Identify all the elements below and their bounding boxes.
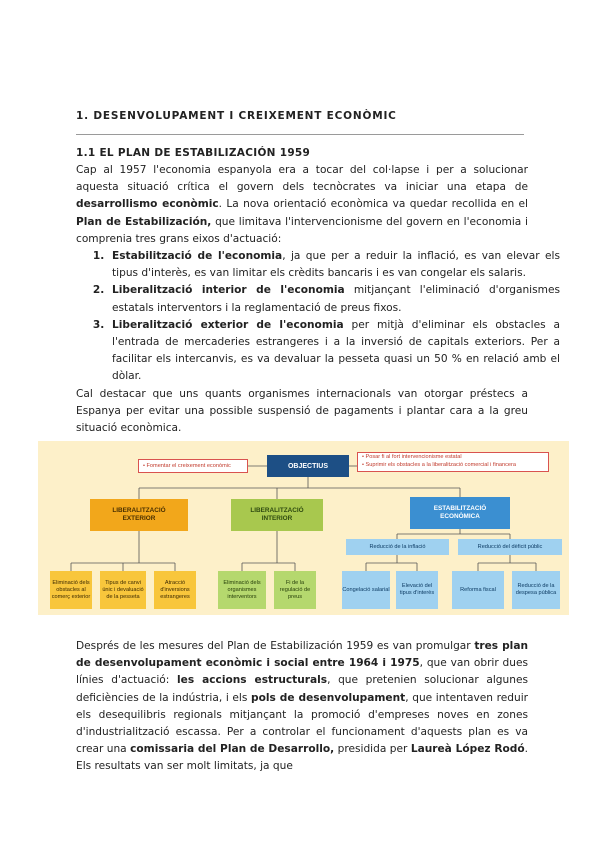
branch-label-line: EXTERIOR	[122, 515, 156, 522]
objectives-diagram	[38, 441, 569, 615]
branch-label-line: LIBERALITZACIÓ	[112, 507, 166, 514]
closing-bold-5: Laureà López Rodó	[410, 743, 525, 756]
note-right-line-1: • Posar fi al fort intervencionisme estatal	[362, 454, 462, 460]
leaf-intervention-bodies: Eliminació dels organismes interventors	[218, 571, 266, 609]
goal-item	[108, 282, 560, 316]
goal-text: mitjançant l'eliminació d'organismes estatals interventors i la reglamentació de preus fixos.	[112, 284, 560, 314]
subsection-title: 1.1 EL PLAN DE ESTABILIZACIÓN 1959	[76, 147, 311, 159]
goal-text: per mitjà d'eliminar els obstacles a l'entrada de mercaderies estrangeres i a la inversió de capitals exteriors. Per a facilitar els intercanvis, es va devaluar la pesseta quasi un 50 % en relació amb el dòlar.	[112, 318, 560, 383]
closing-paragraph	[76, 638, 528, 776]
leaf-tax-reform: Reforma fiscal	[452, 571, 504, 609]
goals-list	[76, 248, 560, 386]
closing-text-5: presidida per	[334, 743, 411, 756]
intro-bold-2: Plan de Estabilización,	[76, 215, 212, 228]
intro-text-3: que limitava l'intervencionisme del govern en l'economia i comprenia tres grans eixos d'actuació:	[76, 215, 528, 245]
leaf-public-spending: Reducció de la despesa pública	[512, 571, 560, 609]
goal-item	[108, 317, 560, 386]
leaf-wage-freeze: Congelació salarial	[342, 571, 390, 609]
goal-title: Liberalització exterior de l'economia	[112, 318, 344, 331]
leaf-interest-rate: Elevació del tipus d'interès	[396, 571, 438, 609]
branch-label-line: ECONÒMICA	[440, 513, 480, 520]
leaf-price-regulation: Fi de la regulació de preus	[274, 571, 316, 609]
closing-bold-2: les accions estructurals	[177, 674, 328, 687]
after-list-paragraph: Cal destacar que uns quants organismes internacionals van otorgar préstecs a Espanya per evitar una possible suspensió de pagaments i plantar cara a la greu situació econòmica.	[76, 388, 528, 435]
divider	[76, 134, 524, 135]
closing-bold-1: tres plan de desenvolupament econòmic i social entre 1964 i 1975	[76, 640, 529, 670]
goal-title: Estabilització de l'economia	[112, 250, 283, 262]
intro-paragraph	[76, 162, 528, 248]
leaf-trade-obstacles: Eliminació dels obstacles al comerç exterior	[50, 571, 92, 609]
objectives-box: OBJECTIUS	[267, 455, 349, 477]
leaf-exchange-rate: Tipus de canvi únic i devaluació de la pesseta	[100, 571, 146, 609]
branch-label-line: LIBERALITZACIÓ	[250, 507, 304, 514]
branch-label-line: ESTABILITZACIÓ	[433, 505, 487, 512]
branch-external-liberalization	[90, 499, 188, 531]
note-right	[357, 452, 549, 472]
closing-text-4: , que intentaven reduir els desequilibris regionals mitjançant la promoció d'empreses noves en zones d'industrialització escassa. Per a controlar el funcionament d'aquests plan es va crear una	[76, 691, 528, 756]
closing-text-6: . Els resultats van ser molt limitats, ja que	[76, 743, 528, 773]
branch-economic-stabilization	[410, 497, 510, 529]
goal-text: , ja que per a reduir la inflació, es van elevar els tipus d'interès, es van limitar els crèdits bancaris i es van congelar els salaris.	[112, 250, 561, 280]
goal-title: Liberalització interior de l'economia	[112, 284, 345, 297]
sub-inflation-reduction: Reducció de la inflació	[346, 539, 449, 555]
intro-bold-1: desarrollismo econòmic	[76, 198, 219, 211]
intro-text-1: Cap al 1957 l'economia espanyola era a tocar del col·lapse i per a solucionar aquesta situació crítica el govern dels tecnòcrates va iniciar una etapa de	[76, 164, 528, 194]
goal-item	[108, 248, 560, 282]
intro-text-2: . La nova orientació econòmica va quedar recollida en el	[218, 198, 528, 211]
closing-bold-4: comissaria del Plan de Desarrollo,	[130, 743, 335, 756]
closing-text-1: Després de les mesures del Plan de Estabilización 1959 es van promulgar	[76, 640, 475, 652]
closing-text-2: , que van obrir dues línies d'actuació:	[76, 657, 529, 687]
closing-text-3: , que pretenien solucionar algunes deficiències de la indústria, i els	[76, 674, 528, 704]
sub-deficit-reduction: Reducció del dèficit públic	[458, 539, 562, 555]
branch-label-line: INTERIOR	[261, 515, 293, 522]
branch-internal-liberalization	[231, 499, 323, 531]
leaf-foreign-investment: Atracció d'inversions estrangeres	[154, 571, 196, 609]
section-title: 1. DESENVOLUPAMENT I CREIXEMENT ECONÒMIC	[76, 110, 397, 122]
closing-bold-3: pols de desenvolupament	[251, 691, 406, 704]
note-left: • Fomentar el creixement econòmic	[138, 459, 248, 473]
note-right-line-2: • Suprimir els obstacles a la liberalització comercial i financera	[362, 462, 516, 468]
